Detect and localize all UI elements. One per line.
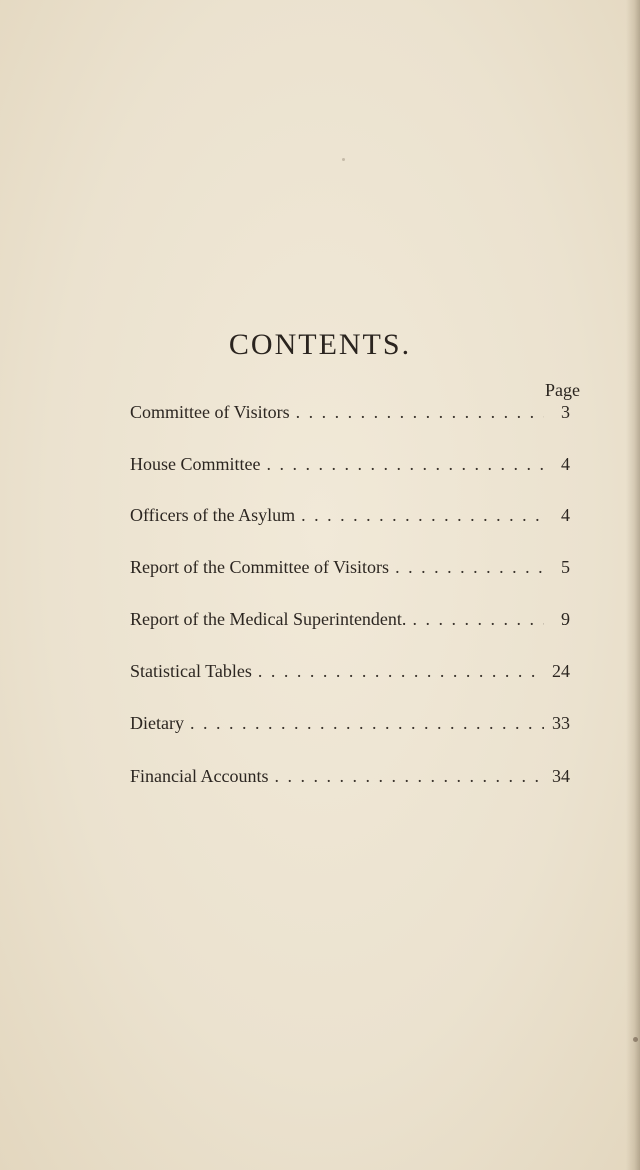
dot-leader [190,711,544,735]
ink-speck [342,158,345,161]
toc-entry [130,711,570,735]
dot-leader [301,503,544,527]
toc-entry-label: Financial Accounts [130,766,269,786]
toc-entry [130,452,570,476]
toc-entry-page: 5 [561,557,570,577]
toc-entry-page: 4 [561,505,570,525]
dot-leader [412,607,544,631]
toc-entry-label: Officers of the Asylum [130,505,296,525]
page-edge-shadow [626,0,640,1170]
toc-entry-label: Report of the Committee of Visitors [130,557,390,577]
toc-entry-label: House Committee [130,454,261,474]
dot-leader [296,400,544,424]
toc-entry-label: Committee of Visitors [130,402,290,422]
toc-entry-label: Dietary [130,713,184,733]
dot-leader [258,659,544,683]
toc-entry-page: 33 [552,713,570,733]
toc-entry [130,503,570,527]
toc-entry [130,400,570,424]
dot-leader [274,764,544,788]
toc-entry [130,659,570,683]
toc-entry-page: 3 [561,402,570,422]
toc-entry-label: Report of the Medical Superintendent. [130,609,407,629]
dot-leader [266,452,544,476]
dot-leader [395,555,544,579]
toc-entry-page: 9 [561,609,570,629]
page-column-header: Page [545,380,580,400]
toc-entry [130,555,570,579]
toc-entry-label: Statistical Tables [130,661,252,681]
toc-entry-page: 24 [552,661,570,681]
toc-entry-page: 34 [552,766,570,786]
toc-entry [130,607,570,631]
toc-entry-page: 4 [561,454,570,474]
page-title: CONTENTS. [228,328,412,361]
toc-entry [130,764,570,788]
ink-speck [633,1037,638,1042]
